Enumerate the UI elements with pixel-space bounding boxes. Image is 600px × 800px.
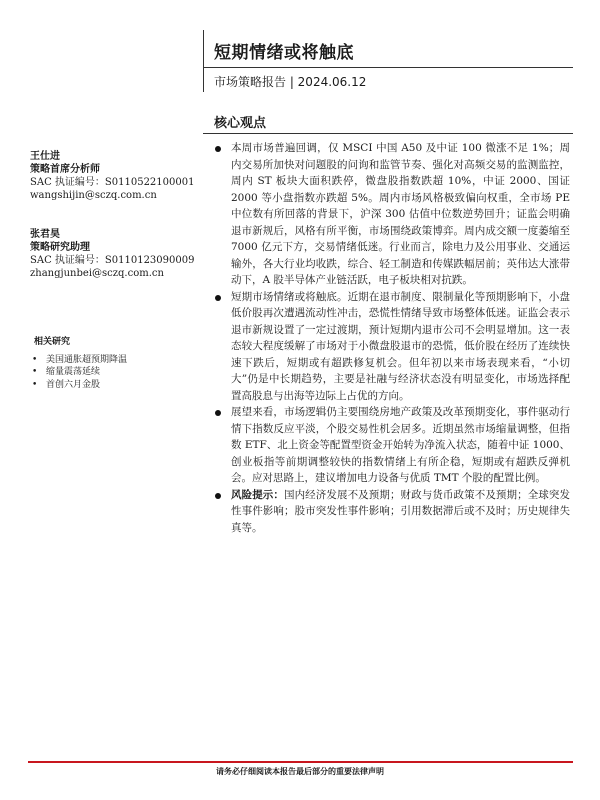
core-view-item <box>214 140 570 289</box>
analyst-name: 张君昊 <box>30 229 60 240</box>
related-research-list <box>30 354 127 392</box>
footer-rule <box>28 761 573 763</box>
section-heading: 核心观点 <box>214 116 267 131</box>
risk-warning-item <box>214 487 570 537</box>
related-research-heading: 相关研究 <box>34 337 71 347</box>
bullet-icon <box>215 146 221 152</box>
related-research-item[interactable]: • 首创六月金股 <box>30 379 127 392</box>
footer-disclaimer: 请务必仔细阅读本报告最后部分的重要法律声明 <box>216 766 384 776</box>
section-divider <box>203 133 573 134</box>
bullet-icon <box>215 493 221 499</box>
bullet-icon <box>215 410 221 416</box>
risk-warning-text: 国内经济发展不及预期；财政与货币政策不及预期；全球突发性事件影响；股市突发性事件影响；引用数据滞后或不及时；历史规律失真等。 <box>231 488 570 534</box>
analyst-name: 王仕进 <box>30 151 60 162</box>
analyst-email[interactable]: zhangjunbei@sczq.com.cn <box>30 268 164 279</box>
header-vertical-rule <box>203 30 204 92</box>
core-views-list <box>214 140 570 536</box>
core-view-text: 本周市场普遍回调，仅 MSCI 中国 A50 及中证 100 微涨不足 1%；周内交易所加快对问题股的问询和监管节奏、强化对高频交易的监测监控，周内 ST 板块大面积跌停，微盘股指数跌超 10%，中证 2000、国证 2000 等小盘指数亦跌超 5%。周内市场风格极致偏向权重，全市场 PE 中位数有所回落的背景下，沪深 300 估值中位数逆势回升；证监会明确退市新规后，风格有所平衡，市场围绕政策博弈。周内成交额一度萎缩至 7000 亿元下方，交易情绪低迷。行业而言，除电力及公用事业、交通运输外，各大行业均收跌，综合、轻工制造和传媒跌幅居前；英伟达大涨带动下，A 股半导体产业链活跃，电子板块相对抗跌。 <box>231 142 570 286</box>
analyst-email[interactable]: wangshijin@sczq.com.cn <box>30 190 157 201</box>
core-view-item <box>214 289 570 405</box>
related-research <box>30 336 127 391</box>
analyst-card <box>30 228 194 280</box>
analyst-card <box>30 150 194 202</box>
report-title: 短期情绪或将触底 <box>214 43 354 63</box>
risk-warning-label: 风险提示： <box>231 488 284 501</box>
analyst-role: 策略研究助理 <box>30 242 90 253</box>
analyst-sac-number: SAC 执证编号：S0110123090009 <box>30 255 195 266</box>
report-subtitle: 市场策略报告 | 2024.06.12 <box>214 75 367 89</box>
related-research-item[interactable]: • 缩量震荡延续 <box>30 366 127 379</box>
bullet-icon <box>215 295 221 301</box>
related-research-item[interactable]: • 美国通胀超预期降温 <box>30 354 127 367</box>
header-divider <box>203 67 573 68</box>
analyst-sac-number: SAC 执证编号：S0110522100001 <box>30 177 195 188</box>
core-view-item <box>214 404 570 487</box>
core-view-text: 短期市场情绪或将触底。近期在退市制度、限制量化等预期影响下，小盘低价股再次遭遇流动性冲击，恐慌性情绪导致市场整体低迷。证监会表示退市新规设置了一定过渡期，预计短期内退市公司不会明显增加。这一表态较大程度缓解了市场对于小微盘股退市的恐慌，低价股在经历了连续快速下跌后，短期或有超跌修复机会。但年初以来市场表现来看，“小切大”仍是中长期趋势，主要是社融与经济状态没有明显变化，市场选择配置高股息与出海等边际上占优的方向。 <box>231 290 570 402</box>
analyst-role: 策略首席分析师 <box>30 164 100 175</box>
core-view-text: 展望来看，市场逻辑仍主要围绕房地产政策及改革预期变化，事件驱动行情下指数反应平淡，个股交易性机会居多。近期虽然市场缩量调整，但指数 ETF、北上资金等配置型资金开始转为净流入状态，随着中证 1000、创业板指等前期调整较快的指数情绪上有所企稳，短期或有超跌反弹机会。应对思路上，建议增加电力设备与优质 TMT 个股的配置比例。 <box>231 406 570 484</box>
